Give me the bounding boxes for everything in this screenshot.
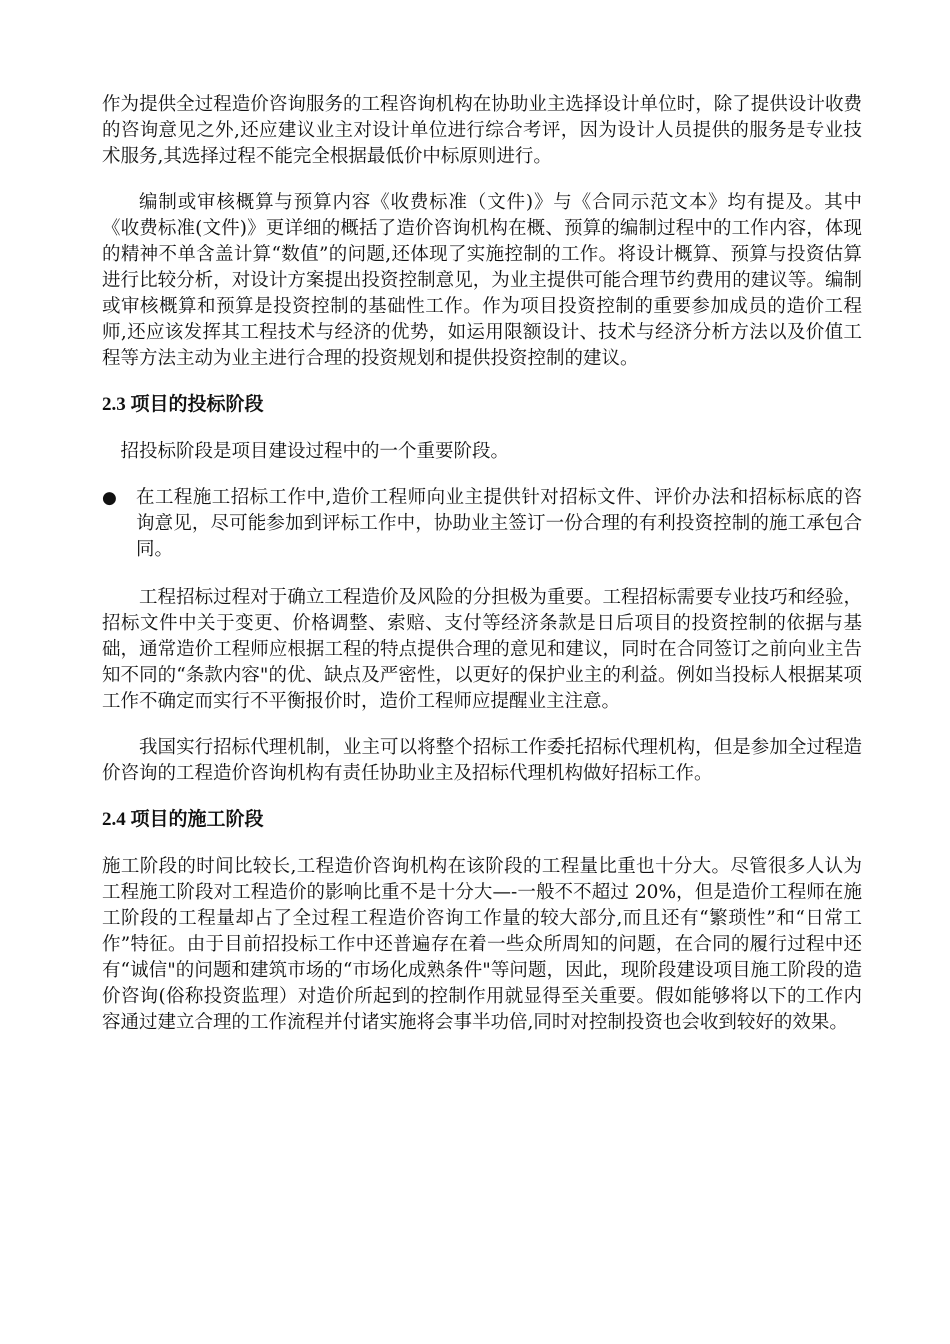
paragraph-budget-review: 编制或审核概算与预算内容《收费标准（文件)》与《合同示范文本》均有提及。其中《收费标准(文件)》更详细的概括了造价咨询机构在概、预算的编制过程中的工作内容，体现的精神不单含盖计算“数值”的问题,还体现了实施控制的工作。将设计概算、预算与投资估算进行比较分析，对设计方案提出投资控制意见，为业主提供可能合理节约费用的建议等。编制或审核概算和预算是投资控制的基础性工作。作为项目投资控制的重要参加成员的造价工程师,还应该发挥其工程技术与经济的优势，如运用限额设计、技术与经济分析方法以及价值工程等方法主动为业主进行合理的投资规划和提供投资控制的建议。	[102, 192, 862, 369]
document-page	[102, 92, 862, 1056]
paragraph-construction-stage: 施工阶段的时间比较长,工程造价咨询机构在该阶段的工程量比重也十分大。尽管很多人认为工程施工阶段对工程造价的影响比重不是十分大—-一般不不超过 20%，但是造价工程师在施工阶段的工程量却占了全过程工程造价咨询工作量的较大部分,而且还有“繁琐性”和“日常工作”特征。由于目前招投标工作中还普遍存在着一些众所周知的问题，在合同的履行过程中还有“诚信"的问题和建筑市场的“市场化成熟条件"等问题，因此，现阶段建设项目施工阶段的造价咨询(俗称投资监理）对造价所起到的控制作用就显得至关重要。假如能够将以下的工作内容通过建立合理的工作流程并付诸实施将会事半功倍,同时对控制投资也会收到较好的效果。	[102, 856, 862, 1033]
bullet-list-item	[102, 485, 862, 563]
paragraph-bidding-process: 工程招标过程对于确立工程造价及风险的分担极为重要。工程招标需要专业技巧和经验，招标文件中关于变更、价格调整、索赔、支付等经济条款是日后项目的投资控制的依据与基础，通常造价工程师应根据工程的特点提供合理的意见和建议，同时在合同签订之前向业主告知不同的“条款内容"的优、缺点及严密性，以更好的保护业主的利益。例如当投标人根据某项工作不确定而实行不平衡报价时，造价工程师应提醒业主注意。	[102, 587, 862, 712]
bullet-text: 在工程施工招标工作中,造价工程师向业主提供针对招标文件、评价办法和招标标底的咨询意见，尽可能参加到评标工作中，协助业主签订一份合理的有利投资控制的施工承包合同。	[136, 487, 862, 560]
paragraph-design-selection: 作为提供全过程造价咨询服务的工程咨询机构在协助业主选择设计单位时，除了提供设计收费的咨询意见之外,还应建议业主对设计单位进行综合考评，因为设计人员提供的服务是专业技术服务,其选择过程不能完全根据最低价中标原则进行。	[102, 94, 862, 167]
bullet-dot-icon: ●	[102, 488, 117, 508]
paragraph-bidding-intro: 招投标阶段是项目建设过程中的一个重要阶段。	[120, 441, 510, 462]
paragraph-bidding-agency: 我国实行招标代理机制，业主可以将整个招标工作委托招标代理机构，但是参加全过程造价咨询的工程造价咨询机构有责任协助业主及招标代理机构做好招标工作。	[102, 737, 862, 784]
section-heading-2-3: 2.3 项目的投标阶段	[102, 394, 264, 415]
section-heading-2-4: 2.4 项目的施工阶段	[102, 809, 264, 830]
